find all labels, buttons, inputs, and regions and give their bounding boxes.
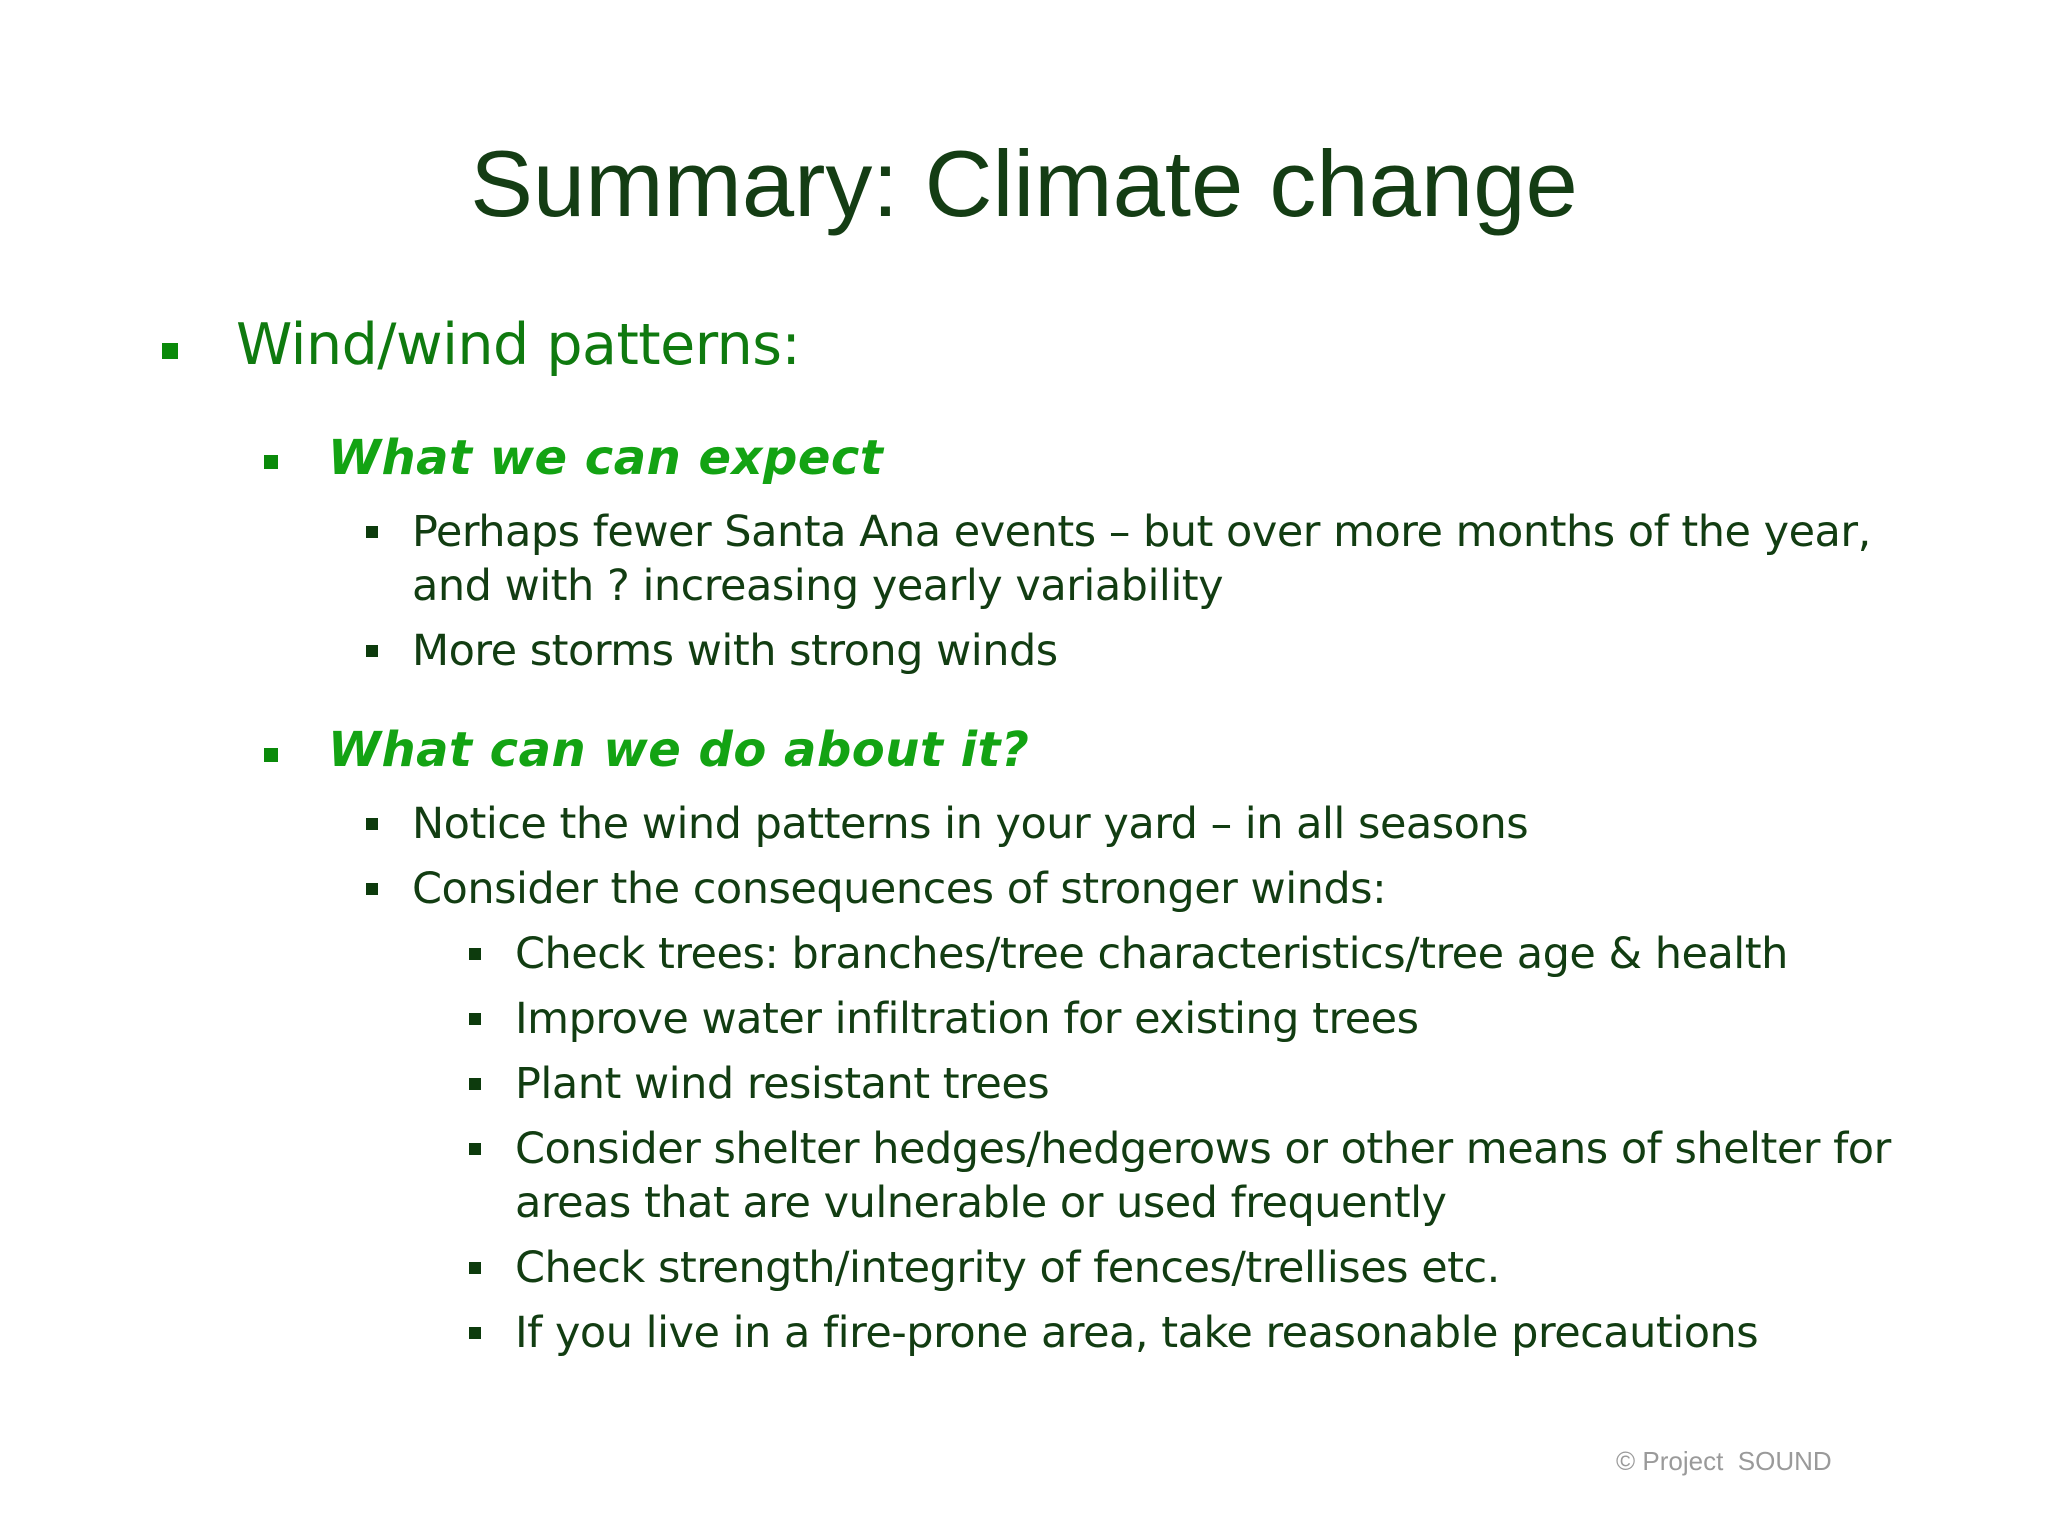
bullet-icon [264, 748, 278, 762]
sub-list-item: Consider shelter hedges/hedgerows or other means of shelter for [515, 1124, 1891, 1174]
sub-list-item: Check trees: branches/tree characteristics/tree age & health [515, 929, 1788, 979]
slide-title: Summary: Climate change [470, 131, 1578, 236]
sub-list-item: Check strength/integrity of fences/trellises etc. [515, 1243, 1500, 1293]
sub-list-item: Improve water infiltration for existing trees [515, 994, 1419, 1044]
list-item: More storms with strong winds [412, 626, 1058, 676]
bullet-icon [366, 526, 378, 538]
bullet-icon [264, 455, 278, 469]
sub-list-item: Plant wind resistant trees [515, 1059, 1050, 1109]
list-item: Notice the wind patterns in your yard – in all seasons [412, 799, 1529, 849]
bullet-icon [469, 1327, 481, 1339]
bullet-icon [469, 1143, 481, 1155]
bullet-icon [469, 1078, 481, 1090]
list-item: Perhaps fewer Santa Ana events – but over more months of the year, [412, 507, 1871, 557]
bullet-icon [469, 1013, 481, 1025]
bullet-icon [469, 1262, 481, 1274]
list-item: Consider the consequences of stronger winds: [412, 864, 1387, 914]
topic-heading: Wind/wind patterns: [236, 312, 801, 378]
sub-list-item-continuation: areas that are vulnerable or used frequently [515, 1178, 1447, 1228]
bullet-icon [366, 883, 378, 895]
section-heading-expect: What we can expect [328, 430, 884, 486]
bullet-icon [469, 948, 481, 960]
section-heading-action: What can we do about it? [328, 722, 1030, 778]
bullet-icon [366, 818, 378, 830]
bullet-icon [366, 645, 378, 657]
sub-list-item: If you live in a fire-prone area, take reasonable precautions [515, 1308, 1759, 1358]
copyright-notice: © Project SOUND [1616, 1446, 1832, 1476]
bullet-icon [162, 343, 178, 359]
list-item-continuation: and with ? increasing yearly variability [412, 561, 1224, 611]
